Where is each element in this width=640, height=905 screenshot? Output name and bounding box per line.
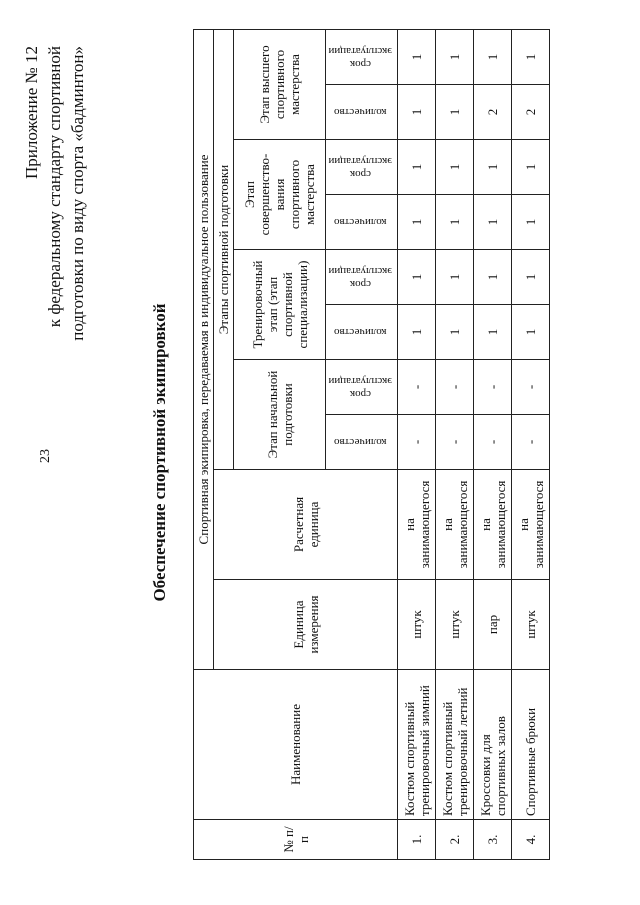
header-qty: количество [326, 85, 398, 140]
header-name: Наименование [194, 670, 398, 820]
page-number: 23 [38, 449, 53, 463]
row-value: 1 [398, 250, 436, 305]
row-num: 3. [474, 820, 512, 860]
row-name: Кроссовки для спортивных залов [474, 670, 512, 820]
row-value: 1 [512, 140, 550, 195]
row-calc: на занимающегося [474, 470, 512, 580]
row-value: 1 [398, 195, 436, 250]
row-calc: на занимающегося [436, 470, 474, 580]
row-value: 1 [436, 140, 474, 195]
row-value: - [436, 360, 474, 415]
header-qty: количество [326, 305, 398, 360]
header-num: № п/п [194, 820, 398, 860]
table-row [436, 30, 474, 860]
row-name: Костюм спортивный тренировочный зимний [398, 670, 436, 820]
header-calc-unit: Расчетная единица [214, 470, 398, 580]
equipment-table [193, 29, 550, 860]
row-value: 1 [512, 195, 550, 250]
header-term: срок эксплуатации [326, 140, 398, 195]
row-value: 1 [398, 30, 436, 85]
row-num: 2. [436, 820, 474, 860]
header-term: срок эксплуатации [326, 250, 398, 305]
row-value: 1 [512, 305, 550, 360]
document-title: Обеспечение спортивной экипировкой [150, 303, 169, 602]
row-value: 2 [474, 85, 512, 140]
header-term: срок эксплуатации [326, 30, 398, 85]
row-unit: штук [398, 580, 436, 670]
header-term: срок эксплуатации [326, 360, 398, 415]
row-value: 2 [512, 85, 550, 140]
appendix-line-2: к федеральному стандарту спортивной [45, 46, 64, 328]
row-value: 1 [398, 85, 436, 140]
row-calc: на занимающегося [512, 470, 550, 580]
row-value: 1 [474, 140, 512, 195]
appendix-line-1: Приложение № 12 [22, 46, 41, 179]
row-name: Костюм спортивный тренировочный летний [436, 670, 474, 820]
header-qty: количество [326, 195, 398, 250]
row-num: 1. [398, 820, 436, 860]
row-value: 1 [436, 30, 474, 85]
appendix-line-3: подготовки по виду спорта «бадминтон» [68, 46, 87, 341]
row-num: 4. [512, 820, 550, 860]
row-value: 1 [474, 30, 512, 85]
header-group: Спортивная экипировка, передаваемая в индивидуальное пользование [194, 30, 214, 670]
row-value: 1 [474, 305, 512, 360]
row-value: - [436, 415, 474, 470]
header-stages-title: Этапы спортивной подготовки [214, 30, 234, 470]
row-value: 1 [436, 305, 474, 360]
row-value: 1 [474, 195, 512, 250]
row-unit: штук [436, 580, 474, 670]
row-value: 1 [398, 305, 436, 360]
row-value: 1 [398, 140, 436, 195]
appendix-reference [20, 46, 89, 506]
header-stage-training: Тренировочный этап (этап спортивной специализации) [234, 250, 326, 360]
table-row [398, 30, 436, 860]
row-value: 1 [436, 195, 474, 250]
row-value: 1 [474, 250, 512, 305]
row-value: 1 [512, 30, 550, 85]
row-unit: штук [512, 580, 550, 670]
row-value: - [512, 415, 550, 470]
header-qty: количество [326, 415, 398, 470]
row-value: - [398, 360, 436, 415]
row-calc: на занимающегося [398, 470, 436, 580]
table-row [512, 30, 550, 860]
row-value: 1 [436, 85, 474, 140]
row-name: Спортивные брюки [512, 670, 550, 820]
row-value: - [398, 415, 436, 470]
row-value: - [512, 360, 550, 415]
table-row [474, 30, 512, 860]
header-stage-improvement: Этап совершенство-вания спортивного мастерства [234, 140, 326, 250]
row-value: 1 [436, 250, 474, 305]
header-stage-initial: Этап начальной подготовки [234, 360, 326, 470]
header-unit: Единица измерения [214, 580, 398, 670]
row-unit: пар [474, 580, 512, 670]
row-value: - [474, 415, 512, 470]
row-value: 1 [512, 250, 550, 305]
header-stage-highest: Этап высшего спортивного мастерства [234, 30, 326, 140]
row-value: - [474, 360, 512, 415]
